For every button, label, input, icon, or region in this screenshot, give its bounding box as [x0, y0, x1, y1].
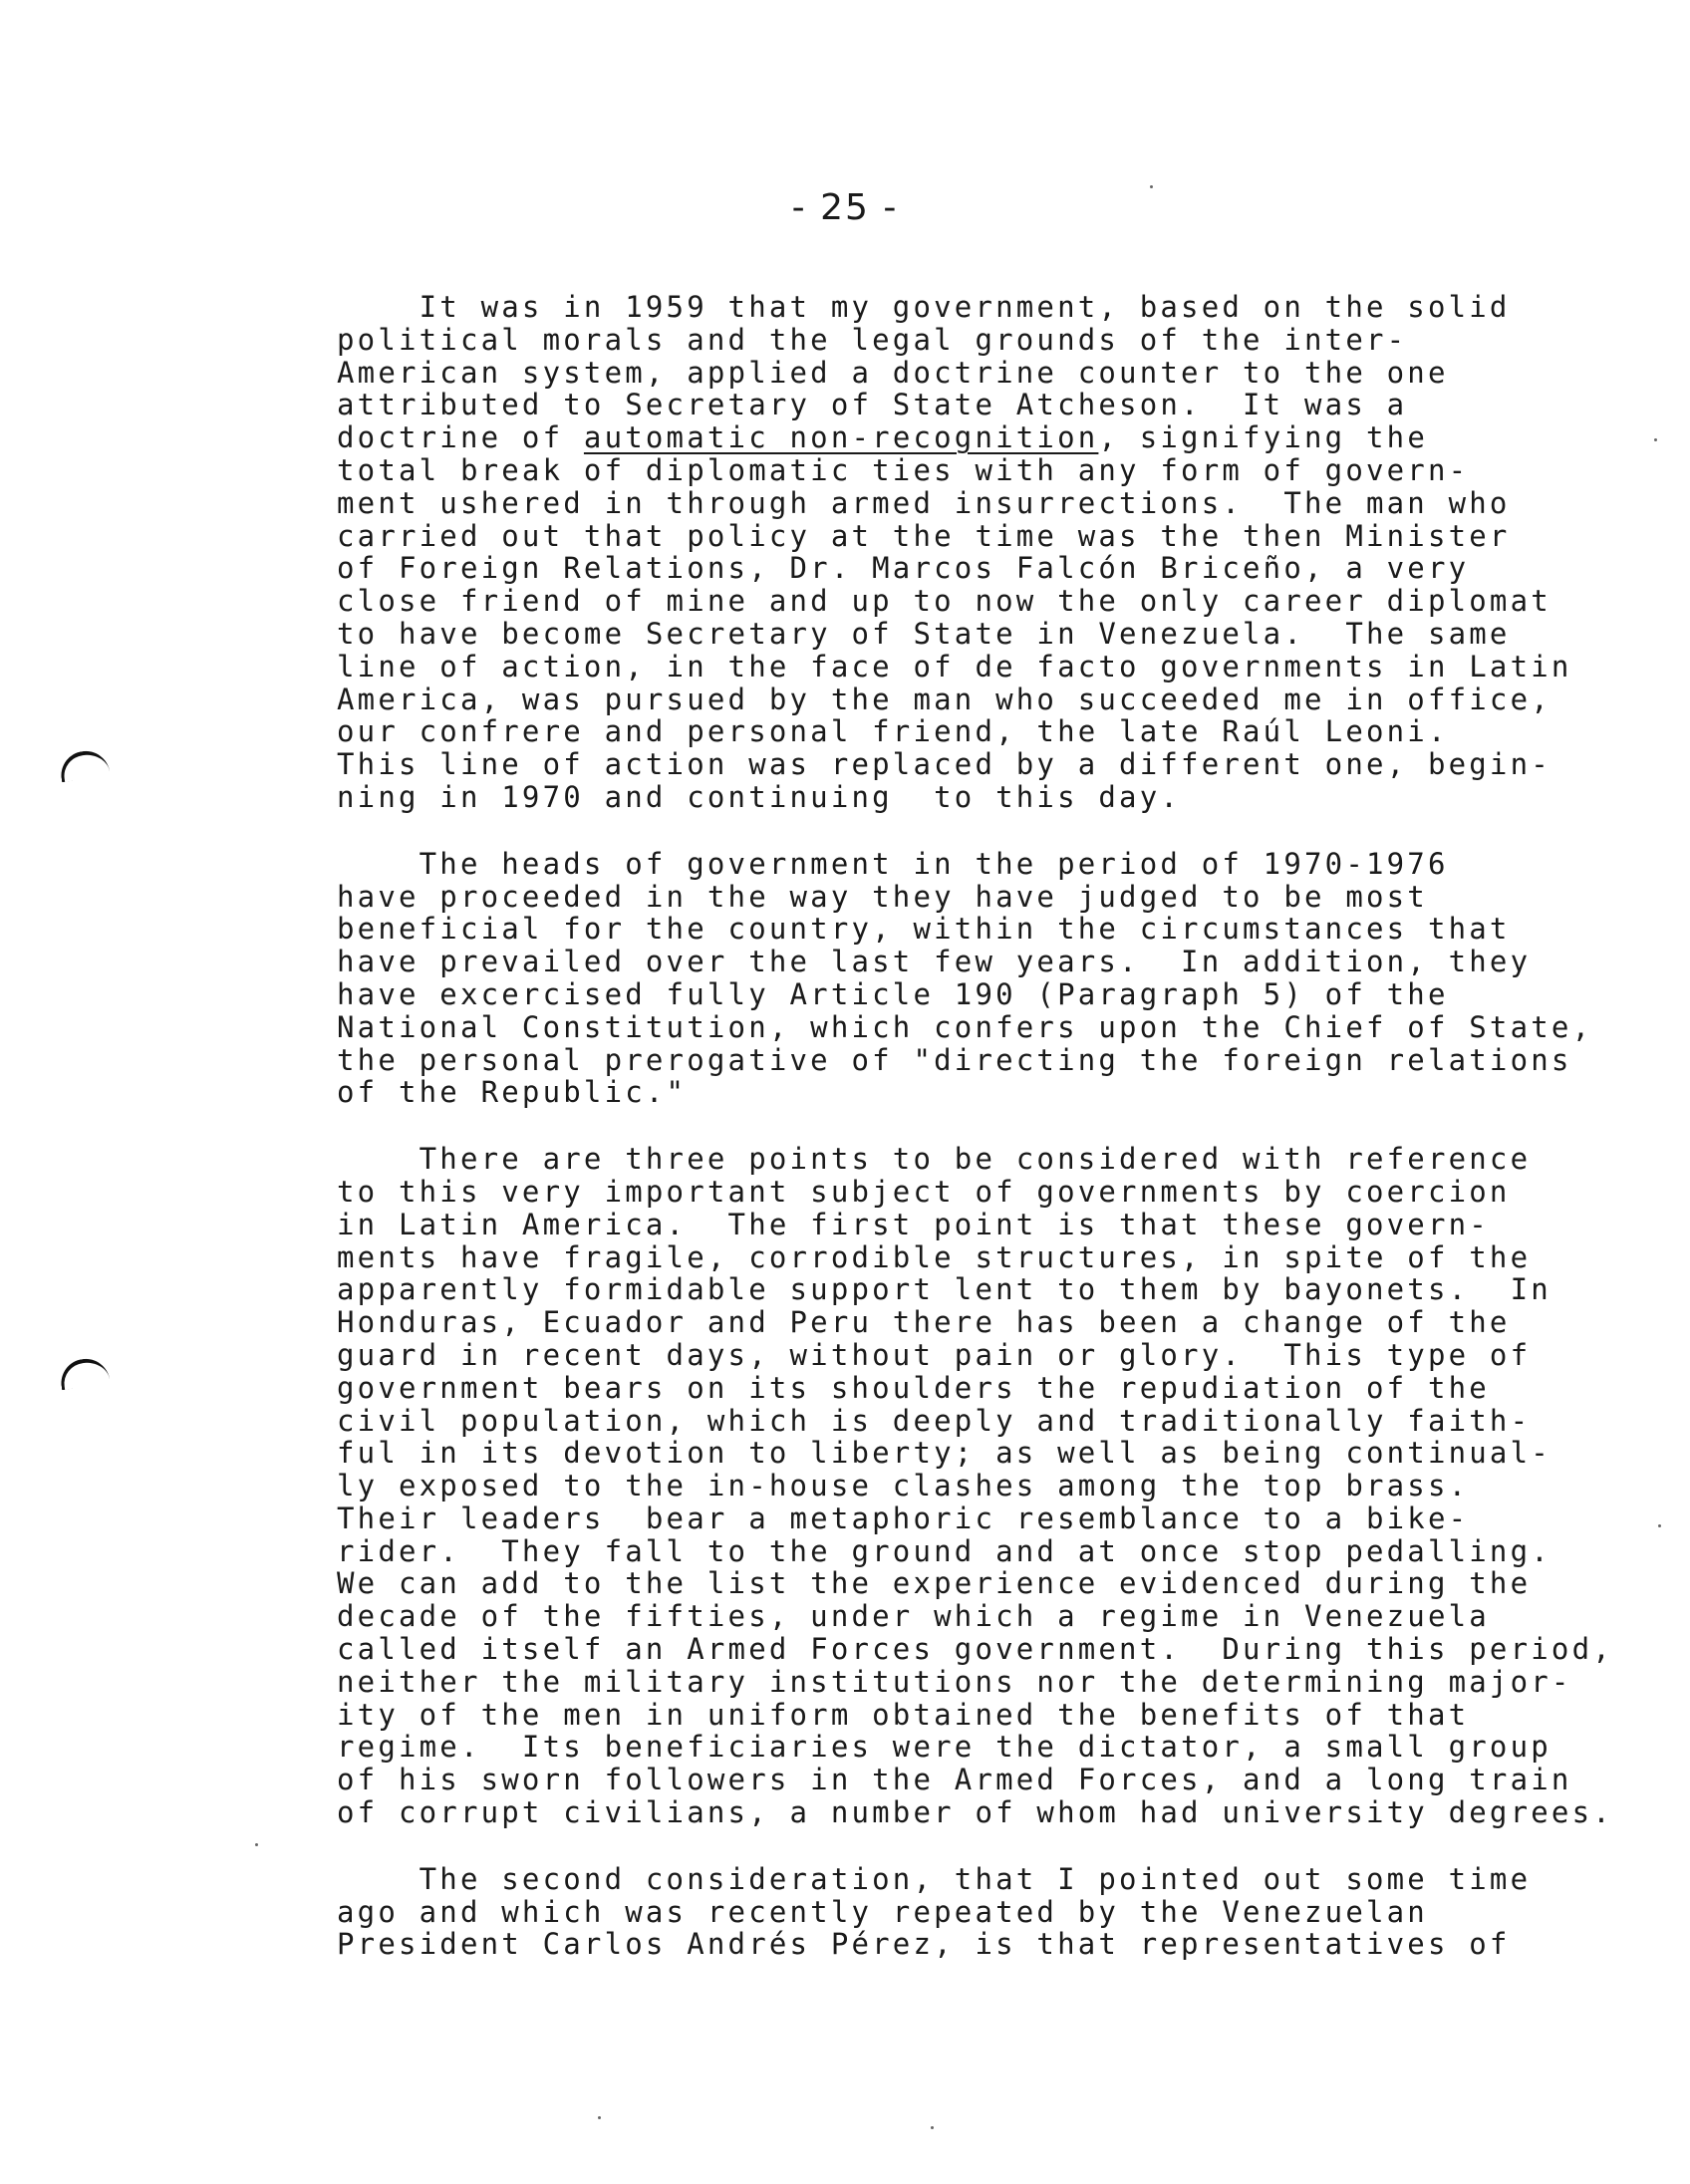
text-line: National Constitution, which confers upon the Chief of State,: [337, 1009, 1593, 1044]
scan-speck: [1658, 1524, 1661, 1527]
text-line: carried out that policy at the time was the then Minister: [337, 518, 1511, 553]
underlined-term: automatic non-recognition: [583, 420, 1099, 455]
text-segment: doctrine of: [337, 420, 584, 455]
text-line: in Latin America. The first point is that these govern-: [337, 1207, 1490, 1241]
text-line: government bears on its shoulders the repudiation of the: [337, 1370, 1490, 1405]
text-line: close friend of mine and up to now the only career diplomat: [337, 584, 1551, 619]
text-line: ning in 1970 and continuing to this day.: [337, 779, 1182, 814]
text-line: The second consideration, that I pointed out some time: [337, 1861, 1532, 1896]
paragraph-4: [337, 1863, 1612, 1961]
text-line: Honduras, Ecuador and Peru there has been a change of the: [337, 1305, 1511, 1340]
text-line: civil population, which is deeply and traditionally faith-: [337, 1403, 1532, 1438]
text-line: have prevailed over the last few years. In addition, they: [337, 945, 1532, 979]
text-line: ments have fragile, corrodible structures, in spite of the: [337, 1239, 1532, 1274]
binder-hole-mark: [58, 748, 110, 783]
scan-speck: [598, 2116, 601, 2119]
text-line: This line of action was replaced by a different one, begin-: [337, 747, 1551, 782]
text-line: Their leaders bear a metaphoric resemblance to a bike-: [337, 1501, 1470, 1535]
scan-speck: [1150, 185, 1153, 188]
text-line: President Carlos Andrés Pérez, is that representatives of: [337, 1927, 1511, 1962]
paragraph-2: [337, 848, 1612, 1109]
text-line: of the Republic.": [337, 1075, 688, 1110]
scan-speck: [931, 2126, 934, 2129]
text-line: decade of the fifties, under which a regime in Venezuela: [337, 1599, 1490, 1634]
text-segment: , signifying the: [1098, 420, 1428, 455]
text-line: our confrere and personal friend, the late Raúl Leoni.: [337, 714, 1449, 749]
text-line: regime. Its beneficiaries were the dictator, a small group: [337, 1730, 1551, 1765]
text-line: rider. They fall to the ground and at once stop pedalling.: [337, 1533, 1551, 1568]
text-line: the personal prerogative of "directing the foreign relations: [337, 1042, 1572, 1077]
text-line: There are three points to be considered with reference: [337, 1142, 1532, 1177]
text-line: American system, applied a doctrine counter to the one: [337, 355, 1449, 390]
text-line: ly exposed to the in-house clashes among the top brass.: [337, 1469, 1470, 1503]
text-line: have proceeded in the way they have judged to be most: [337, 879, 1428, 914]
text-line: total break of diplomatic ties with any form of govern-: [337, 452, 1470, 487]
text-line: ity of the men in uniform obtained the benefits of that: [337, 1697, 1470, 1732]
text-line: We can add to the list the experience evidenced during the: [337, 1566, 1532, 1601]
text-line: of Foreign Relations, Dr. Marcos Falcón Briceño, a very: [337, 551, 1470, 586]
text-line: [337, 421, 1612, 454]
text-line: have excercised fully Article 190 (Paragraph 5) of the: [337, 976, 1449, 1011]
page-number: - 25 -: [791, 187, 899, 228]
scan-speck: [255, 1843, 258, 1846]
scan-speck: [1654, 438, 1657, 441]
text-line: The heads of government in the period of 1970-1976: [337, 846, 1449, 881]
text-line: line of action, in the face of de facto governments in Latin: [337, 649, 1572, 683]
text-line: of corrupt civilians, a number of whom had university degrees.: [337, 1795, 1613, 1830]
paragraph-1: [337, 291, 1612, 814]
text-line: beneficial for the country, within the circumstances that: [337, 912, 1511, 947]
text-line: to have become Secretary of State in Venezuela. The same: [337, 616, 1511, 651]
text-line: political morals and the legal grounds of the inter-: [337, 322, 1408, 357]
text-line: to this very important subject of governments by coercion: [337, 1174, 1511, 1209]
paragraph-3: [337, 1143, 1612, 1829]
text-line: ment ushered in through armed insurrections. The man who: [337, 485, 1511, 520]
text-line: apparently formidable support lent to them by bayonets. In: [337, 1272, 1551, 1307]
text-line: It was in 1959 that my government, based on the solid: [337, 290, 1511, 324]
text-line: ful in its devotion to liberty; as well as being continual-: [337, 1436, 1551, 1471]
text-line: guard in recent days, without pain or glory. This type of: [337, 1337, 1532, 1372]
text-line: called itself an Armed Forces government. During this period,: [337, 1632, 1613, 1667]
text-line: ago and which was recently repeated by the Venezuelan: [337, 1894, 1428, 1929]
text-line: neither the military institutions nor the determining major-: [337, 1664, 1572, 1699]
binder-hole-mark: [58, 1356, 110, 1391]
text-line: of his sworn followers in the Armed Forces, and a long train: [337, 1763, 1572, 1797]
text-line: attributed to Secretary of State Atcheson. It was a: [337, 388, 1408, 422]
body-text: [337, 291, 1612, 1995]
text-line: America, was pursued by the man who succeeded me in office,: [337, 682, 1551, 716]
